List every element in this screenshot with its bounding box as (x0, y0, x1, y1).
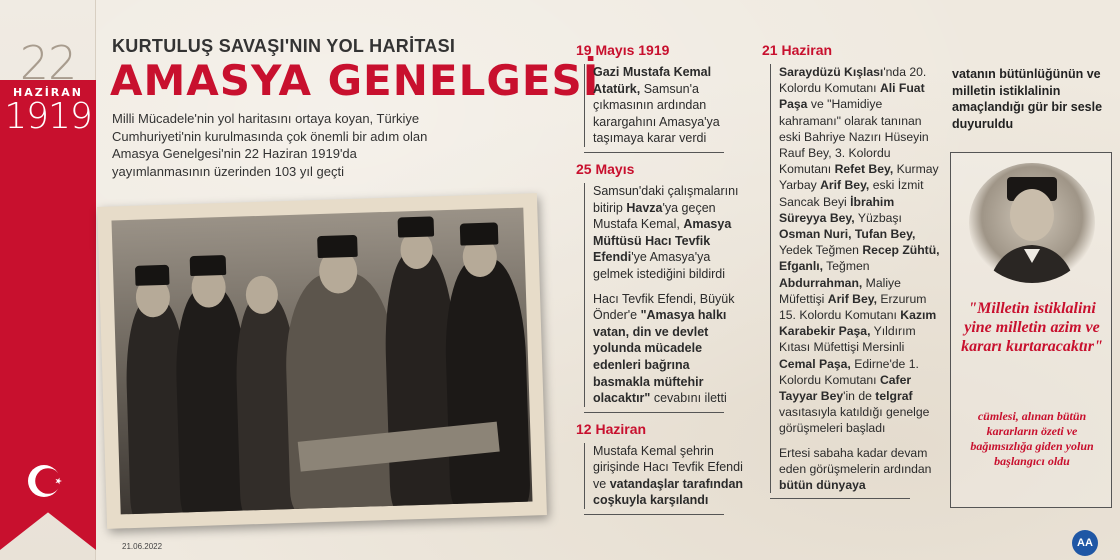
subtitle: KURTULUŞ SAVAŞI'NIN YOL HARİTASI (112, 36, 456, 56)
timeline-date: 21 Haziran (762, 42, 833, 58)
date-month: HAZİRAN (13, 86, 83, 99)
quote-text: "Milletin istiklalini yine milletin azim ve kararı kurtaracaktır" (961, 300, 1103, 355)
timeline-date: 25 Mayıs (576, 160, 635, 177)
timeline-column-2 (762, 42, 940, 507)
date-day: 22 (19, 36, 77, 90)
historical-photo (111, 208, 532, 515)
timeline-event: Gazi Mustafa Kemal Atatürk, Samsun'a çıkmasının ardından karargahını Amasya'ya taşımaya karar verdi (584, 64, 746, 147)
date-year: 1919 (4, 96, 92, 137)
timeline-event: Saraydüzü Kışlası'nda 20. Kolordu Komutanı Ali Fuat Paşa ve "Hamidiye kahramanı" olarak tanınan eski Bahriye Nazırı Hüseyin Rauf Bey, 3. Kolordu Komutanı Refet Bey, Kurmay Yarbay Arif Bey, eski İzmit Sancak Beyi İbrahim Süreyya Bey, Yüzbaşı Osman Nuri, Tufan Bey, Yedek Teğmen Recep Zühtü, Efganlı, Teğmen Abdurrahman, Maliye Müfettişi Arif Bey, Erzurum 15. Kolordu Komutanı Kazım Karabekir Paşa, Yıldırım Kıtası Müfettişi Mersinli Cemal Paşa, Edirne'de 1. Kolordu Komutanı Cafer Tayyar Bey'in de telgraf vasıtasıyla katıldığı genelge görüşmeleri başladı Ertesi sabaha kadar devam eden görüşmelerin ardından bütün dünyaya (770, 64, 940, 493)
page-title: AMASYA GENELGESİ (110, 56, 600, 105)
ataturk-portrait (969, 163, 1095, 283)
historical-photo-frame (97, 193, 547, 529)
timeline-continuation-text: vatanın bütünlüğünün ve milletin istiklalinin amaçlandığı gür bir sesle duyuruldu (952, 67, 1103, 131)
timeline-event: Samsun'daki çalışmalarını bitirip Havza'ya geçen Mustafa Kemal, Amasya Müftüsü Hacı Tevfik Efendi'ye Amasya'ya gelmek istediğini bildirdi Hacı Tevfik Efendi, Büyük Önder'e "Amasya halkı vatan, din ve devlet yolunda mücadele edenleri bağrına basmakla müftehir olacaktır" cevabını iletti (584, 183, 746, 407)
aa-logo: AA (1072, 530, 1098, 556)
timeline-event: Mustafa Kemal şehrin girişinde Hacı Tevfik Efendi ve vatandaşlar tarafından coşkuyla karşılandı (584, 443, 746, 509)
timeline-date: 19 Mayıs 1919 (576, 42, 670, 58)
publish-date: 21.06.2022 (122, 542, 163, 551)
quote-card (950, 152, 1112, 508)
intro-text: Milli Mücadele'nin yol haritasını ortaya koyan, Türkiye Cumhuriyeti'nin kurulmasında çok önemli bir adım olan Amasya Genelgesi'nin 22 Haziran 1919'da yayımlanmasının üzerinden 103 yıl geçti (112, 111, 428, 179)
timeline-date: 12 Haziran (576, 420, 647, 437)
quote-caption: cümlesi, alınan bütün kararların özeti ve bağımsızlığa giden yolun başlangıcı oldu (970, 409, 1094, 468)
timeline-continuation (952, 66, 1112, 132)
crescent-star-icon (24, 456, 74, 506)
timeline-column-1 (576, 42, 746, 523)
